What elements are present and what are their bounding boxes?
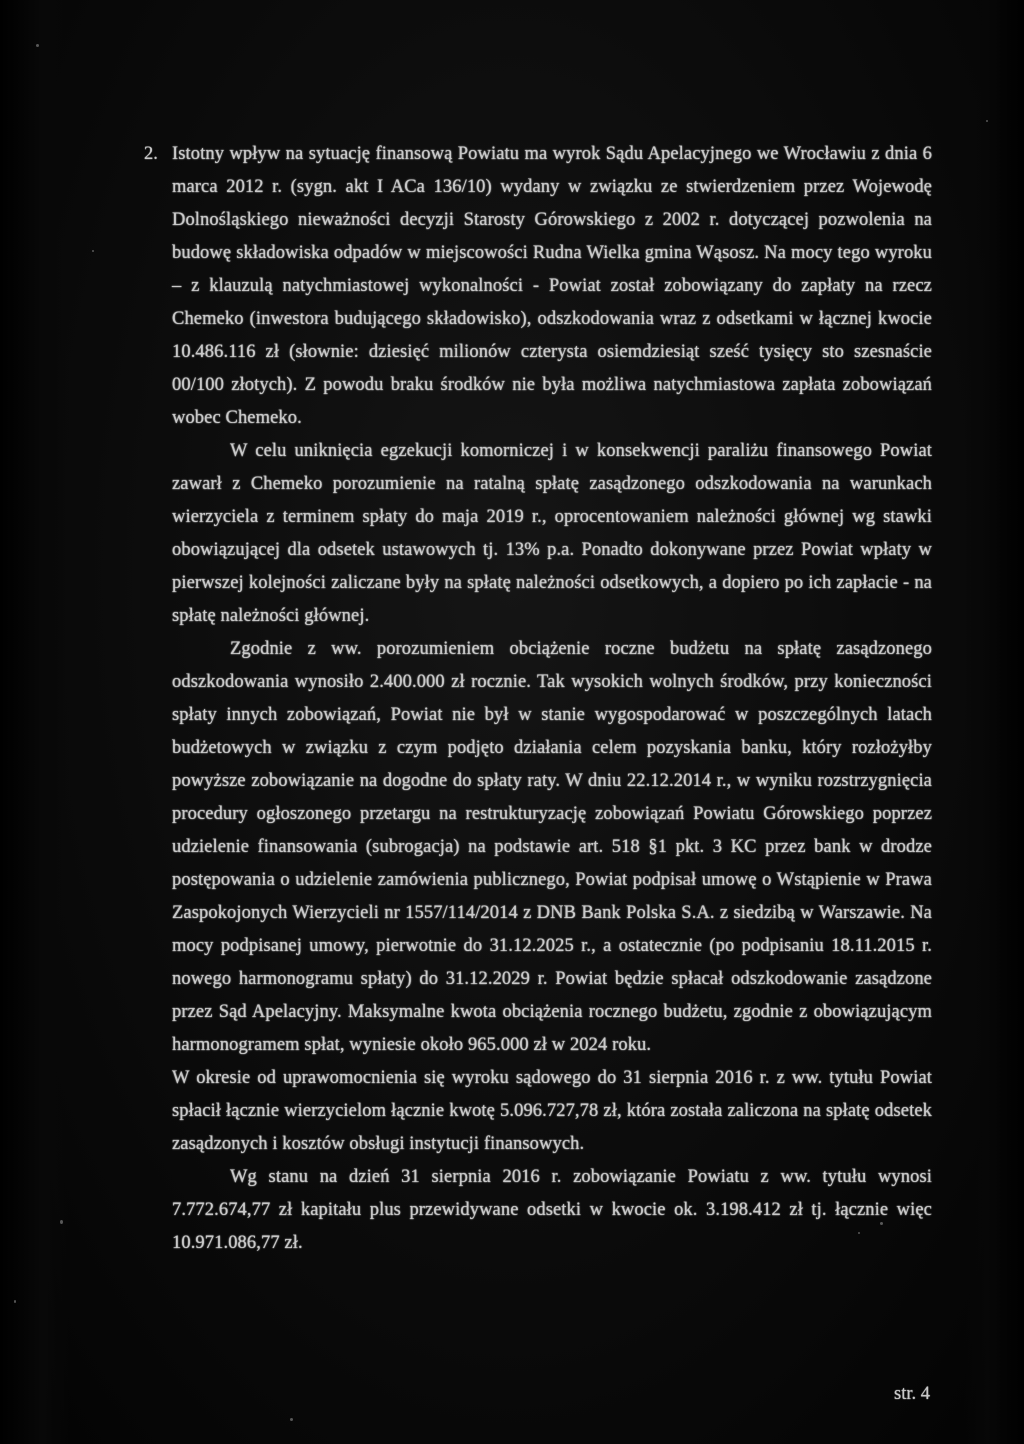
scan-edge-right xyxy=(964,0,1024,1444)
paragraph-balance: Wg stanu na dzień 31 sierpnia 2016 r. zobowiązanie Powiatu z ww. tytułu wynosi 7.772.674,77 zł kapitału plus przewidywane odsetki w kwocie ok. 3.198.412 zł tj. łącznie więc 10.971.086,77 zł. xyxy=(172,1167,932,1253)
scan-speck xyxy=(14,1300,16,1303)
paragraph-repayments: W okresie od uprawomocnienia się wyroku sądowego do 31 sierpnia 2016 r. z ww. tytułu Powiat spłacił łącznie wierzycielom łącznie kwotę 5.096.727,78 zł, która została zaliczona na spłatę odsetek zasądzonych i kosztów obsługi instytucji finansowych. xyxy=(172,1068,932,1154)
scan-speck xyxy=(36,44,39,47)
paragraph-agreement: W celu uniknięcia egzekucji komorniczej i w konsekwencji paraliżu finansowego Powiat zawarł z Chemeko porozumienie na ratalną spłatę zasądzonego odszkodowania na warunkach wierzyciela z terminem spłaty do maja 2019 r., oprocentowaniem należności głównej wg stawki obowiązującej dla odsetek ustawowych tj. 13% p.a. Ponadto dokonywane przez Powiat wpłaty w pierwszej kolejności zaliczane były na spłatę należności odsetkowych, a dopiero po ich zapłacie - na spłatę należności głównej. xyxy=(172,441,932,626)
scan-speck xyxy=(60,1220,63,1224)
paragraph-restructuring: Zgodnie z ww. porozumieniem obciążenie roczne budżetu na spłatę zasądzonego odszkodowania wynosiło 2.400.000 zł rocznie. Tak wysokich wolnych środków, przy konieczności spłaty innych zobowiązań, Powiat nie był w stanie wygospodarować w poszczególnych latach budżetowych w związku z czym podjęto działania celem pozyskania banku, który rozłożyłby powyższe zobowiązanie na dogodne do spłaty raty. W dniu 22.12.2014 r., w wyniku rozstrzygnięcia procedury ogłoszonego przetargu na restrukturyzację zobowiązań Powiatu Górowskiego poprzez udzielenie finansowania (subrogacja) na podstawie art. 518 §1 pkt. 3 KC przez bank w drodze postępowania o udzielenie zamówienia publicznego, Powiat podpisał umowę o Wstąpienie w Prawa Zaspokojonych Wierzycieli nr 1557/114/2014 z DNB Bank Polska S.A. z siedzibą w Warszawie. Na mocy podpisanej umowy, pierwotnie do 31.12.2025 r., a ostatecznie (po podpisaniu 18.11.2015 r. nowego harmonogramu spłaty) do 31.12.2029 r. Powiat będzie spłacał odszkodowanie zasądzone przez Sąd Apelacyjny. Maksymalne kwota obciążenia rocznego budżetu, zgodnie z obowiązującym harmonogramem spłat, wyniesie około 965.000 zł w 2024 roku. xyxy=(172,639,932,1055)
scan-edge-left xyxy=(0,0,70,1444)
item-number: 2. xyxy=(144,144,158,164)
scan-speck xyxy=(986,120,988,122)
page-number: str. 4 xyxy=(894,1384,930,1404)
document-body xyxy=(172,138,932,1260)
scan-speck xyxy=(290,1418,293,1421)
paragraph-ruling: Istotny wpływ na sytuację finansową Powiatu ma wyrok Sądu Apelacyjnego we Wrocławiu z dnia 6 marca 2012 r. (sygn. akt I ACa 136/10) wydany w związku ze stwierdzeniem przez Wojewodę Dolnośląskiego nieważności decyzji Starosty Górowskiego z 2002 r. dotyczącej pozwolenia na budowę składowiska odpadów w miejscowości Rudna Wielka gmina Wąsosz. Na mocy tego wyroku – z klauzulą natychmiastowej wykonalności - Powiat został zobowiązany do zapłaty na rzecz Chemeko (inwestora budującego składowisko), odszkodowania wraz z odsetkami w łącznej kwocie 10.486.116 zł (słownie: dziesięć milionów czterysta osiemdziesiąt sześć tysięcy sto szesnaście 00/100 złotych). Z powodu braku środków nie była możliwa natychmiastowa zapłata zobowiązań wobec Chemeko. xyxy=(172,144,932,428)
scan-speck xyxy=(92,250,94,252)
